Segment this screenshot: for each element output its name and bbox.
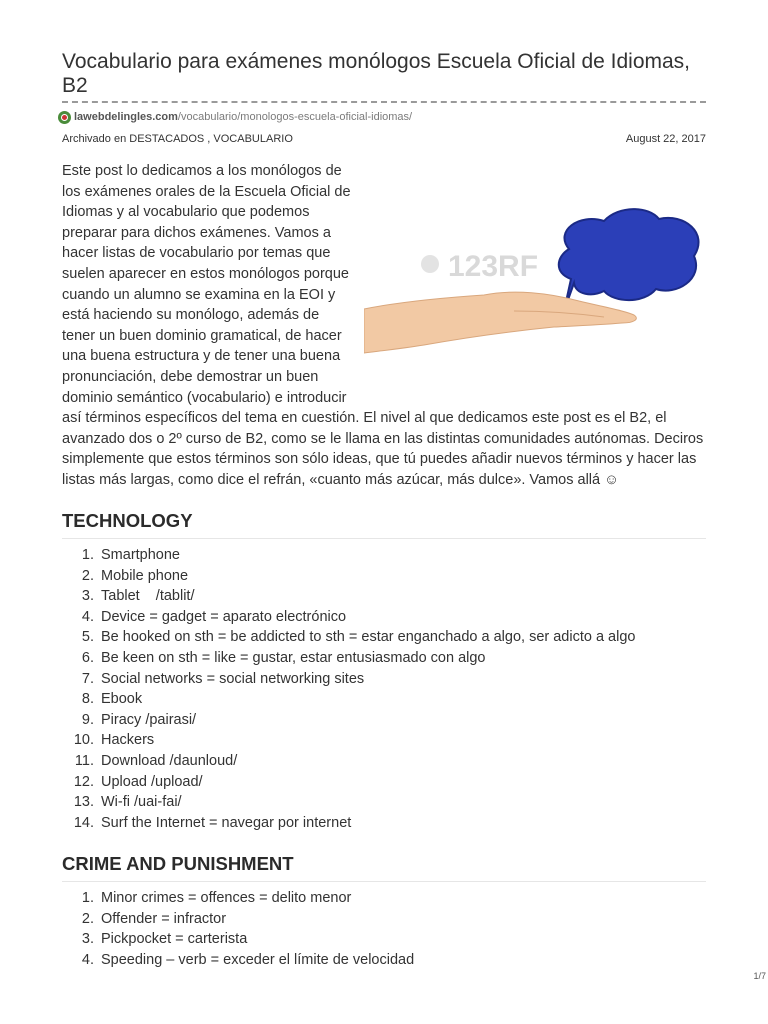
list-item: [62, 586, 706, 607]
item-text: Upload /upload/: [101, 773, 203, 790]
list-item: [62, 648, 706, 669]
section-heading-technology: TECHNOLOGY: [62, 510, 706, 539]
list-item: [62, 813, 706, 834]
list-item: [62, 888, 706, 909]
item-number: 13.: [73, 794, 94, 811]
open-hand-icon: [364, 292, 636, 353]
list-item: [62, 751, 706, 772]
item-number: 7.: [81, 670, 94, 687]
hand-speech-bubble-image: [364, 161, 710, 393]
list-item: [62, 566, 706, 587]
item-number: 3.: [81, 931, 94, 948]
list-item: [62, 909, 706, 930]
list-item: [62, 950, 706, 971]
technology-list: [62, 545, 706, 833]
item-text: Surf the Internet = navegar por internet: [101, 814, 352, 831]
item-number: 4.: [81, 951, 94, 968]
source-link[interactable]: [58, 110, 412, 124]
item-text: Piracy /pairasi/: [101, 711, 197, 728]
list-item: [62, 772, 706, 793]
item-text: Smartphone: [101, 547, 180, 563]
item-text: Be hooked on sth = be addicted to sth = estar enganchado a algo, ser adicto a algo: [101, 629, 636, 646]
item-text: Device = gadget = aparato electrónico: [101, 608, 347, 625]
item-text: Ebook: [101, 691, 143, 708]
item-text: Wi-fi /uai-fai/: [101, 794, 182, 811]
item-text: Minor crimes = offences = delito menor: [101, 890, 352, 906]
item-number: 14.: [73, 814, 94, 831]
item-text: Social networks = social networking sites: [101, 670, 365, 687]
post-date: August 22, 2017: [625, 133, 706, 145]
item-number: 2.: [81, 910, 94, 927]
item-number: 6.: [81, 649, 94, 666]
item-number: 12.: [73, 773, 94, 790]
section-heading-crime: CRIME AND PUNISHMENT: [62, 853, 706, 882]
item-number: 9.: [81, 711, 94, 728]
page-number: 1/7: [753, 971, 766, 981]
item-number: 3.: [81, 588, 94, 605]
item-text: Pickpocket = carterista: [101, 931, 248, 948]
item-text: Speeding – verb = exceder el límite de velocidad: [101, 951, 415, 968]
item-text: Offender = infractor: [101, 910, 227, 927]
list-item: [62, 627, 706, 648]
list-item: [62, 545, 706, 566]
item-number: 8.: [81, 691, 94, 708]
item-number: 1.: [81, 547, 94, 563]
item-text: Be keen on sth = like = gustar, estar entusiasmado con algo: [101, 649, 486, 666]
article-image: [364, 161, 710, 393]
article-body: [62, 161, 710, 491]
page-title: Vocabulario para exámenes monólogos Escuela Oficial de Idiomas, B2: [62, 50, 691, 97]
archived-categories: Archivado en DESTACADOS , VOCABULARIO: [62, 133, 293, 145]
list-item: [62, 792, 706, 813]
list-item: [62, 730, 706, 751]
list-item: [62, 710, 706, 731]
item-number: 4.: [81, 608, 94, 625]
list-item: [62, 929, 706, 950]
item-number: 2.: [81, 567, 94, 584]
item-number: 11.: [74, 752, 94, 769]
post-meta: [62, 133, 706, 145]
intro-paragraph: Este post lo dedicamos a los monólogos de los exámenes orales de la Escuela Oficial de Idiomas y al vocabulario que podemos preparar para dichos exámenes. Vamos a hacer listas de vocabulario por temas que suelen aparecer en estos monólogos porque cuando un alumno se examina en la EOI y está haciendo su monólogo, además de tener un buen dominio gramatical, de hacer una buena estructura y de tener una buena pronunciación, debe demostrar un buen dominio semántico (vocabulario) e introducir así términos específicos del tema en cuestión. El nivel al que dedicamos este post es el B2, el avanzado dos o 2º curso de B2, como se le llama en las distintas comunidades autónomas. Deciros simplemente que estos términos son sólo ideas, que tú puedes añadir nuevos términos y hacer las listas más largas, como dice el refrán, «cuanto más azúcar, más dulce». Vamos allá ☺: [62, 163, 704, 488]
watermark-text: 123RF: [448, 250, 539, 283]
speech-bubble-icon: [559, 209, 699, 311]
site-favicon-icon: [58, 111, 71, 124]
source-path[interactable]: /vocabulario/monologos-escuela-oficial-idiomas/: [177, 111, 413, 123]
item-number: 5.: [81, 629, 94, 646]
title-divider: [62, 101, 706, 103]
item-number: 1.: [81, 890, 94, 906]
list-item: [62, 607, 706, 628]
source-domain[interactable]: lawebdelingles.com: [74, 111, 178, 123]
item-text: Download /daunloud/: [101, 752, 238, 769]
item-text: Tablet /tablit/: [101, 588, 195, 605]
list-item: [62, 689, 706, 710]
crime-list: [62, 888, 706, 970]
list-item: [62, 669, 706, 690]
item-text: Mobile phone: [101, 567, 189, 584]
item-text: Hackers: [101, 732, 155, 749]
item-number: 10.: [73, 732, 94, 749]
